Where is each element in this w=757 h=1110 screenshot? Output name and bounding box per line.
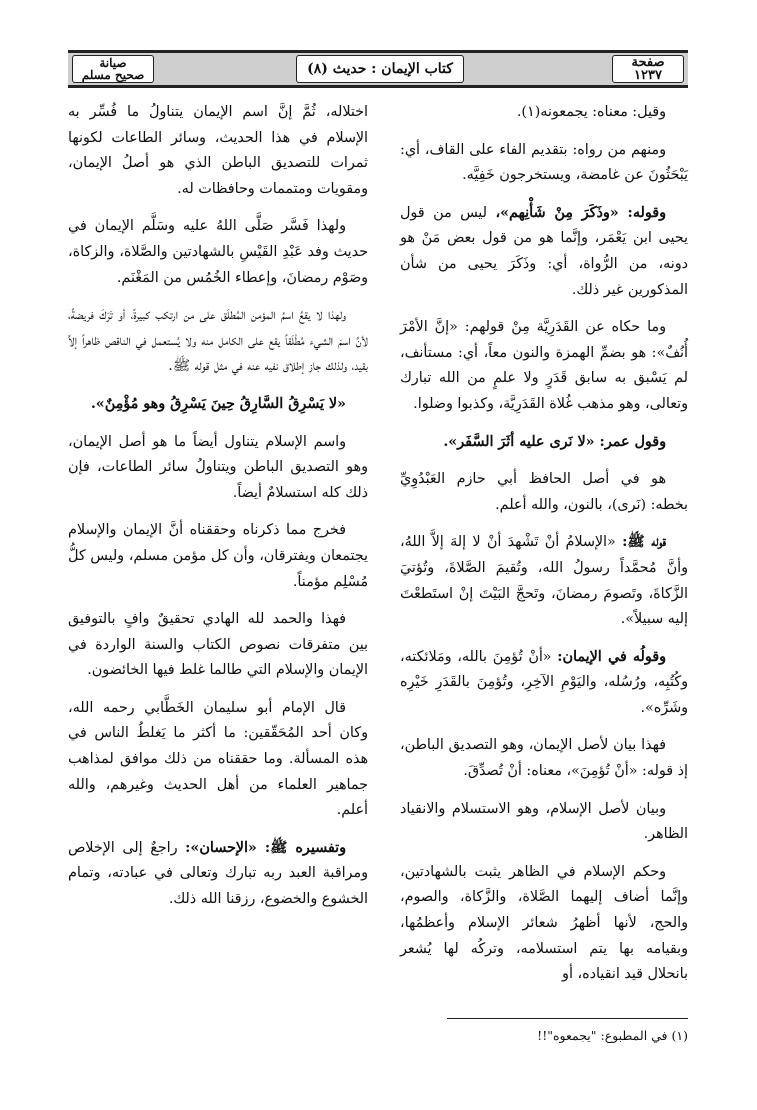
paragraph-text: ولهذا فَسَّر صَلَّى اللهُ عليه وسَلَّم الإيمان في حديث وفد عَبْدِ القَيْسِ بالشهادتين والصَّلاة، والزكاة، وصَوْم رمضانَ، وإعطاء الخُمُس من المَغْنَم. xyxy=(68,218,368,286)
paragraph-text: وحكم الإسلام في الظاهر يثبت بالشهادتين، وإنَّما أضاف إليهما الصَّلاة، والزَّكاة، والصوم، والحج، لأنها أظهرُ شعائر الإسلام وأعظمُها، وبقيامه بها يتم استسلامه، وتركُه لها يُشعر بانحلال قيد انقياده، أو xyxy=(400,863,688,983)
paragraph-text: فهذا والحمد لله الهادي تحقيقٌ وافٍ بالتوفيق بين متفرقات نصوص الكتاب والسنة الواردة في الإيمان والإسلام التي طالما غلط فيها الخائضون. xyxy=(68,611,368,679)
paragraph-text: هو في أصل الحافظ أبي حازم العَبْدُوِيِّ بخطه: (نَرى)، بالنون، والله أعلم. xyxy=(400,471,688,513)
work-title-line1: صيانة xyxy=(99,56,127,70)
page-number: ١٢٣٧ xyxy=(634,68,662,83)
paragraph xyxy=(68,100,368,202)
book-title: كتاب الإيمان : حديث (٨) xyxy=(307,61,453,77)
paragraph xyxy=(400,645,688,722)
paragraph-lead: «لا يَسْرِقُ السَّارِقُ حِينَ يَسْرِقُ وهو مُؤْمِنٌ». xyxy=(90,395,346,412)
footnote-divider xyxy=(447,1018,688,1019)
paragraph xyxy=(68,430,368,507)
paragraph xyxy=(400,315,688,417)
paragraph xyxy=(68,836,368,913)
page-header xyxy=(68,50,688,88)
paragraph xyxy=(400,530,688,632)
paragraph xyxy=(400,100,688,126)
paragraph-text: «الإسلامُ أنْ تَشْهدَ أنْ لا إلهَ إلاَّ اللهُ، وأنَّ مُحمَّداً رسولُ الله، وتُقيمَ الصَّلاةَ، وتُؤتيَ الزَّكاةَ، وتَصومَ رمضانَ، وتَحجَّ البَيْتَ إنْ استَطعْتَ إليه سبيلاً». xyxy=(400,534,688,628)
paragraph-text: «أنْ تُؤمِنَ بالله، ومَلائكته، وكُتُبِه، ورُسُله، واليَوْمِ الآخِرِ، وتُؤمِنَ بالقَدَرِ خَيْرِه وشَرِّه». xyxy=(400,648,688,716)
paragraph xyxy=(400,467,688,518)
paragraph-lead: وقولُه في الإيمان: xyxy=(557,648,666,665)
book-title-box xyxy=(296,55,464,83)
paragraph-text: وما حكاه عن القَدَرِيَّة مِنْ قولهم: «إنَّ الأمْرَ أُنُفٌ»: هو بضمِّ الهمزة والنون معاً، أي: مستأنف، لم يَسْبق به سابق قَدَرٍ ولا علمٍ من الله تبارك وتعالى، وهو مذهب غُلاة القَدَرِيَّة، وكذبوا وضلوا. xyxy=(400,319,688,412)
right-text-column xyxy=(400,100,688,1000)
paragraph-text: ليس من قول يحيى ابن يَعْمَر، وإنَّما هو من قول بعض مَنْ هو دونه، من الرُّواة، أي: وذَكَرَ يحيى من شأن المذكورين غير ذلك. xyxy=(400,204,688,298)
paragraph xyxy=(68,607,368,684)
left-text-column xyxy=(68,100,368,925)
paragraph xyxy=(400,138,688,189)
paragraph xyxy=(68,303,368,380)
page-label: صفحة xyxy=(631,55,665,70)
paragraph xyxy=(68,392,368,418)
paragraph xyxy=(68,214,368,291)
work-title-line2: صحيح مسلم xyxy=(81,68,145,82)
paragraph-text: واسم الإسلام يتناول أيضاً ما هو أصل الإيمان، وهو التصديق الباطن ويتناولُ سائر الطاعات، فإن ذلك كله استسلامٌ أيضاً. xyxy=(68,433,368,501)
footnote: (١) في المطبوع: "يجمعوه"!! xyxy=(537,1028,688,1043)
paragraph-text: وبيان لأصل الإسلام، وهو الاستسلام والانقياد الظاهر. xyxy=(400,800,688,843)
paragraph-text: اختلاله، ثُمَّ إنَّ اسم الإيمان يتناولُ ما فُسِّر به الإسلام في هذا الحديث، وسائر الطاعات لكونها ثمرات للتصديق الباطن الذي هو أصلُ الإيمان، ومقويات ومتممات وحافظات له. xyxy=(68,104,368,197)
paragraph-text: قال الإمام أبو سليمان الخَطَّابي رحمه الله، وكان أحد المُحَقّقين: ما أكثر ما يَغلطُ الناس في هذه المسألة. وما حققناه من ذلك موافق لمذاهب جماهير العلماء من أهل الحديث وغيرهم، والله أعلم. xyxy=(68,699,368,819)
paragraph-text: فهذا بيان لأصل الإيمان، وهو التصديق الباطن، إذ قوله: «أنْ تُؤمِنَ»، معناه: أنْ تُصدِّقَ. xyxy=(400,737,688,780)
paragraph-lead: قوله ﷺ: xyxy=(622,534,666,551)
paragraph-lead: وتفسيره ﷺ: «الإحسان»: xyxy=(185,839,346,856)
paragraph-text: وقيل: معناه: يجمعونه(١). xyxy=(516,104,666,120)
work-title-box xyxy=(72,55,154,83)
paragraph-text: ومنهم من رواه: بتقديم الفاء على القاف، أي: يَبْحَثُونَ عن غامضة، ويستخرجون خَفِيَّه. xyxy=(400,141,688,184)
paragraph-text: راجعٌ إلى الإخلاص ومراقبة العبد ربه تبارك وتعالى في عبادته، وتمام الخشوع والخضوع، رزقنا الله ذلك. xyxy=(68,839,368,908)
paragraph xyxy=(400,201,688,303)
paragraph xyxy=(68,696,368,824)
paragraph-lead: وقول عمر: «لا نَرى عليه أثَرَ السَّفَر». xyxy=(443,433,666,450)
paragraph xyxy=(400,797,688,848)
paragraph-lead: وقوله: «وذَكَرَ مِنْ شَأْنِهم»، xyxy=(495,204,666,221)
paragraph-text: ولهذا لا يقعُ اسمُ المؤمن المُطلَق على من ارتكب كبيرةً، أو تَرَكَ فريضةً، لأنَّ اسمَ الشيء مُطْلَقاً يقع على الكامل منه ولا يُستعمل في الناقص ظاهراً إلاَّ بقيد، ولذلك جاز إطلاق نفيه عنه في مثل قوله ﷺ. xyxy=(68,307,368,375)
paragraph xyxy=(400,733,688,784)
paragraph xyxy=(400,430,688,456)
page-number-box xyxy=(612,55,684,83)
paragraph-text: فخرج مما ذكرناه وحققناه أنَّ الإيمان والإسلام يجتمعان ويفترقان، وأن كل مؤمن مسلم، وليس كلُّ مُسْلِم مؤمناً. xyxy=(68,522,368,590)
paragraph xyxy=(400,860,688,988)
paragraph xyxy=(68,518,368,595)
